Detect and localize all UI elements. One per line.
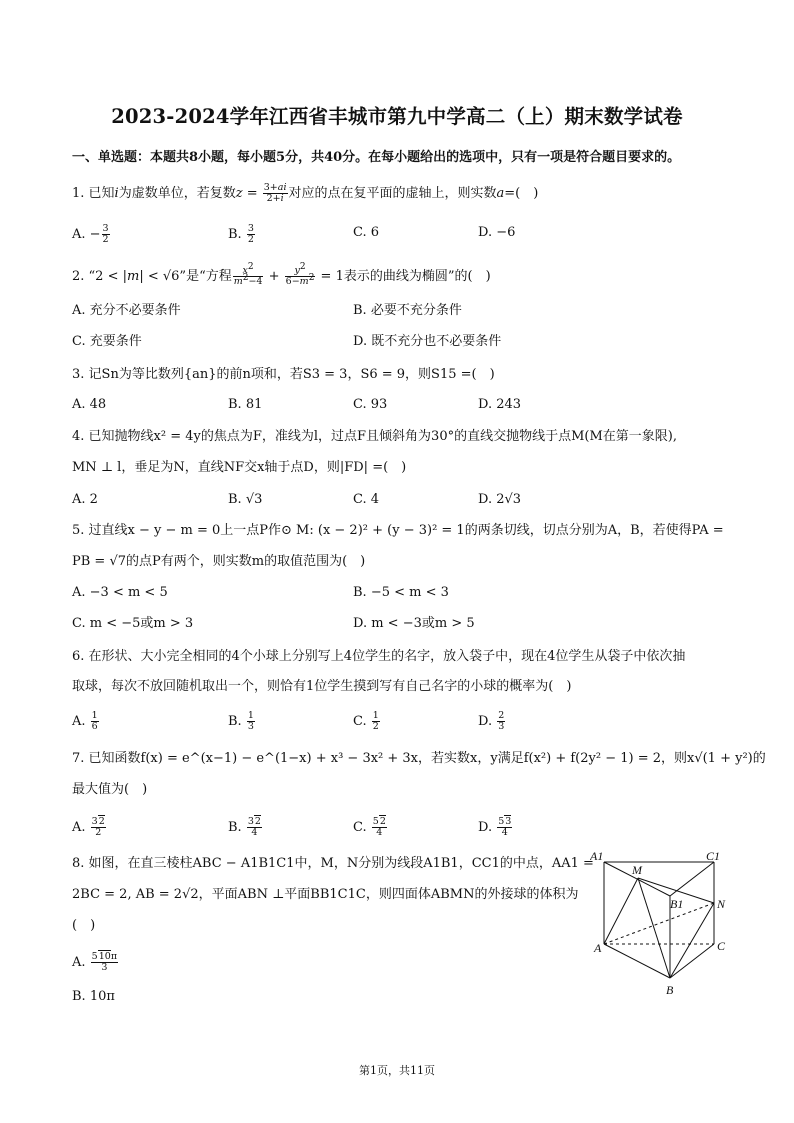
question-7-line-2: 最大值为( ) [72,782,148,797]
q4-option-c[interactable]: C. 4 [353,492,380,507]
label-b1: B1 [670,897,684,911]
question-4-line-1: 4. 已知抛物线x² = 4y的焦点为F，准线为l，过点F且倾斜角为30°的直线交抛物线于点M(M在第一象限), [72,429,677,444]
q3-option-c[interactable]: C. 93 [353,397,388,412]
q1-option-d[interactable]: D. −6 [478,225,516,240]
question-8-line-1: 8. 如图，在直三棱柱ABC − A1B1C1中，M，N分别为线段A1B1，CC1的中点，AA1 = [72,856,594,871]
q1-fraction: $\frac{3+ai}{2+i}$ [263,182,287,204]
question-7-line-1: 7. 已知函数f(x) = e^(x−1) − e^(1−x) + x³ − 3x² + 3x，若实数x，y满足f(x²) + f(2y² − 1) = 2，则x√(1 + y²)的 [72,751,766,766]
q7-option-c[interactable]: C. $\frac{52}{4}$ [353,816,386,838]
q1-option-a[interactable]: A. − $\frac{3}{2}$ [72,223,109,245]
question-5-line-1: 5. 过直线x − y − m = 0上一点P作⊙ M: (x − 2)² + (y − 3)² = 1的两条切线，切点分别为A，B，若使得PA = [72,523,724,538]
q8-option-b[interactable]: B. 10π [72,989,115,1004]
q2-option-a[interactable]: A. 充分不必要条件 [72,303,181,318]
q5-option-d[interactable]: D. m < −3或m > 5 [353,616,475,631]
question-4-line-2: MN ⊥ l，垂足为N，直线NF交x轴于点D，则|FD| =( ) [72,460,407,475]
question-6-line-1: 6. 在形状、大小完全相同的4个小球上分别写上4位学生的名字，放入袋子中，现在4位学生从袋子中依次抽 [72,649,686,664]
label-c: C [717,939,726,953]
q5-option-b[interactable]: B. −5 < m < 3 [353,585,449,600]
page-footer: 第1页，共11页 [359,1064,435,1077]
q3-option-b[interactable]: B. 81 [228,397,263,412]
q1-text-end: =( ) [504,186,539,201]
q6-option-a[interactable]: A. $\frac{1}{6}$ [72,710,98,732]
q6-option-d[interactable]: D. $\frac{2}{3}$ [478,710,505,732]
q7-option-a[interactable]: A. $\frac{32}{2}$ [72,816,105,838]
q4-option-a[interactable]: A. 2 [72,492,98,507]
section-heading: 一、单选题：本题共8小题，每小题5分，共40分。在每小题给出的选项中，只有一项是符合题目要求的。 [72,150,681,165]
q2-option-c[interactable]: C. 充要条件 [72,334,142,349]
q4-option-d[interactable]: D. 2√3 [478,492,522,507]
question-6-line-2: 取球，每次不放回随机取出一个，则恰有1位学生摸到写有自己名字的小球的概率为( ) [72,679,572,694]
label-a: A [594,941,602,955]
q6-option-b[interactable]: B. $\frac{1}{3}$ [228,710,254,732]
q7-option-b[interactable]: B. $\frac{32}{4}$ [228,816,261,838]
question-5-line-2: PB = √7的点P有两个，则实数m的取值范围为( ) [72,554,366,569]
q6-option-c[interactable]: C. $\frac{1}{2}$ [353,710,379,732]
q3-option-a[interactable]: A. 48 [72,397,107,412]
label-m: M [632,863,642,877]
q1-option-c[interactable]: C. 6 [353,225,380,240]
label-b: B [666,983,674,997]
label-c1: C1 [706,849,721,863]
q5-option-c[interactable]: C. m < −5或m > 3 [72,616,194,631]
q1-text-pre: 1. 已知 [72,186,115,201]
q8-option-a[interactable]: A. $\frac{510\pi}{3}$ [72,951,118,973]
q5-option-a[interactable]: A. −3 < m < 5 [72,585,168,600]
q2-option-b[interactable]: B. 必要不充分条件 [353,303,462,318]
q1-text-mid: 为虚数单位，若复数 [118,186,236,201]
q1-text-post: 对应的点在复平面的虚轴上，则实数 [288,186,497,201]
question-1: 1. 已知i为虚数单位，若复数z = $\frac{3+ai}{2+i}$ 对应的点在复平面的虚轴上，则实数a=( ) [72,182,539,204]
prism-figure [590,848,730,998]
page-title: 2023-2024学年江西省丰城市第九中学高二（上）期末数学试卷 [111,105,683,128]
q1-option-b[interactable]: B. $\frac{3}{2}$ [228,223,254,245]
q4-option-b[interactable]: B. √3 [228,492,263,507]
question-8-line-2: 2BC = 2, AB = 2√2，平面ABN ⊥平面BB1C1C，则四面体ABMN的外接球的体积为 [72,887,579,902]
label-a1: A1 [590,849,604,863]
question-2: 2. “2 < |m| < √6”是“方程 $\frac{x^2}{m^2-4}$ + $\frac{y^2}{6-m^2}$ = 1表示的曲线为椭圆”的( ) [72,261,491,287]
question-3: 3. 记Sn为等比数列{an}的前n项和，若S3 = 3，S6 = 9，则S15 =( ) [72,367,495,382]
label-n: N [717,897,726,911]
q3-option-d[interactable]: D. 243 [478,397,522,412]
question-8-line-3: ( ) [72,918,96,933]
q2-option-d[interactable]: D. 既不充分也不必要条件 [353,334,502,349]
q7-option-d[interactable]: D. $\frac{53}{4}$ [478,816,512,838]
